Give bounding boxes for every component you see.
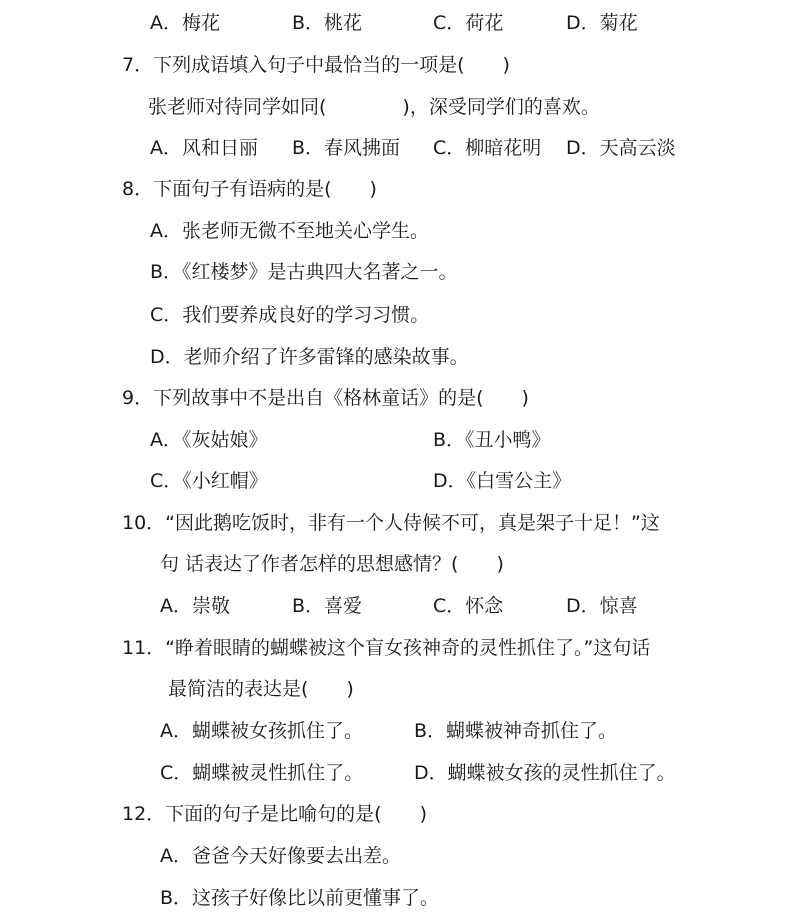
q7-stem: 7．下列成语填入句子中最恰当的一项是( ) [122, 54, 510, 76]
q9-stem: 9．下列故事中不是出自《格林童话》的是( ) [122, 387, 529, 409]
q7-sentence: 张老师对待同学如同( )，深受同学们的喜欢。 [148, 96, 600, 118]
q9-option-d: D．《白雪公主》 [433, 470, 572, 492]
q12-option-a: A．爸爸今天好像要去出差。 [160, 845, 401, 867]
q11-option-a: A．蝴蝶被女孩抓住了。 [160, 720, 363, 742]
q7-option-b: B．春风拂面 [292, 137, 401, 159]
q12-stem: 12．下面的句子是比喻句的是( ) [122, 803, 428, 825]
q6-option-c: C．荷花 [433, 12, 504, 34]
q10-option-d: D．惊喜 [566, 595, 638, 617]
q11-stem-line-2: 最简洁的表达是( ) [168, 678, 354, 700]
q6-option-d: D．菊花 [566, 12, 638, 34]
q8-option-c: C．我们要养成良好的学习习惯。 [150, 304, 430, 326]
q8-option-d: D．老师介绍了许多雷锋的感染故事。 [150, 346, 469, 368]
q11-option-c: C．蝴蝶被灵性抓住了。 [160, 762, 364, 784]
q10-option-a: A．崇敬 [160, 595, 230, 617]
q7-option-d: D．天高云淡 [566, 137, 676, 159]
q8-stem: 8．下面句子有语病的是( ) [122, 178, 377, 200]
q8-option-a: A．张老师无微不至地关心学生。 [150, 220, 429, 242]
q6-option-b: B．桃花 [292, 12, 363, 34]
q7-option-c: C．柳暗花明 [433, 137, 542, 159]
q8-option-b: B．《红楼梦》是古典四大名著之一。 [150, 261, 458, 283]
q7-option-a: A．风和日丽 [150, 137, 258, 159]
q12-option-b: B．这孩子好像比以前更懂事了。 [160, 887, 440, 909]
q9-option-a: A．《灰姑娘》 [150, 429, 268, 451]
q10-stem-line-2: 句 话表达了作者怎样的思想感情？( ) [160, 553, 504, 575]
q10-option-c: C．怀念 [433, 595, 504, 617]
q10-stem-line-1: 10．“因此鹅吃饭时，非有一个人侍候不可，真是架子十足！”这 [122, 512, 660, 534]
q10-option-b: B．喜爱 [292, 595, 363, 617]
q11-stem-line-1: 11．“睁着眼睛的蝴蝶被这个盲女孩神奇的灵性抓住了。”这句话 [122, 637, 651, 659]
q11-option-b: B．蝴蝶被神奇抓住了。 [414, 720, 618, 742]
q9-option-c: C．《小红帽》 [150, 470, 268, 492]
q9-option-b: B．《丑小鸭》 [433, 429, 551, 451]
q6-option-a: A．梅花 [150, 12, 220, 34]
q11-option-d: D．蝴蝶被女孩的灵性抓住了。 [414, 762, 676, 784]
